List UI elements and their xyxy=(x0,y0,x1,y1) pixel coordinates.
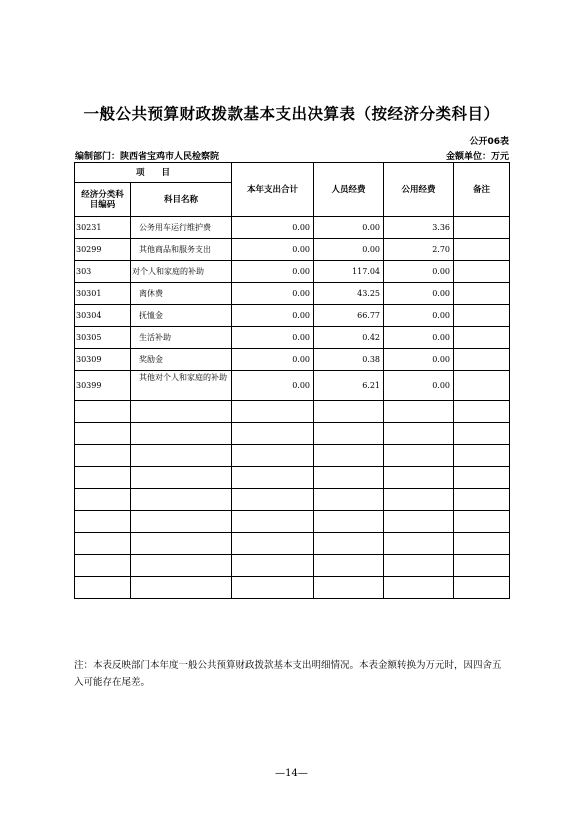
table-row xyxy=(75,217,510,239)
cell-public xyxy=(384,401,454,423)
department-label: 编制部门：陕西省宝鸡市人民检察院 xyxy=(75,152,220,162)
cell-personnel xyxy=(314,445,384,467)
cell-total: 0.00 xyxy=(232,349,314,371)
cell-remark xyxy=(454,349,510,371)
cell-total xyxy=(232,489,314,511)
cell-public: 3.36 xyxy=(384,217,454,239)
cell-total xyxy=(232,511,314,533)
table-row xyxy=(75,445,510,467)
cell-public xyxy=(384,423,454,445)
cell-personnel xyxy=(314,577,384,599)
cell-code xyxy=(75,489,131,511)
cell-code xyxy=(75,445,131,467)
header-total: 本年支出合计 xyxy=(232,163,314,217)
cell-personnel: 0.38 xyxy=(314,349,384,371)
cell-total xyxy=(232,423,314,445)
cell-name xyxy=(131,423,232,445)
cell-code xyxy=(75,511,131,533)
cell-remark xyxy=(454,467,510,489)
cell-total: 0.00 xyxy=(232,305,314,327)
form-number: 公开06表 xyxy=(469,137,509,147)
cell-code: 30301 xyxy=(75,283,131,305)
cell-public xyxy=(384,577,454,599)
cell-personnel xyxy=(314,511,384,533)
cell-remark xyxy=(454,239,510,261)
cell-name xyxy=(131,511,232,533)
cell-name: 其他对个人和家庭的补助 xyxy=(131,371,232,401)
cell-remark xyxy=(454,327,510,349)
cell-name xyxy=(131,467,232,489)
unit-label: 金额单位：万元 xyxy=(445,152,509,162)
cell-name xyxy=(131,401,232,423)
cell-name: 生活补助 xyxy=(131,327,232,349)
table-row xyxy=(75,533,510,555)
table-row xyxy=(75,423,510,445)
cell-public xyxy=(384,489,454,511)
cell-code xyxy=(75,577,131,599)
cell-code xyxy=(75,555,131,577)
cell-code: 30299 xyxy=(75,239,131,261)
cell-name xyxy=(131,555,232,577)
document-title: 一般公共预算财政拨款基本支出决算表（按经济分类科目） xyxy=(83,105,500,123)
cell-name: 抚恤金 xyxy=(131,305,232,327)
cell-remark xyxy=(454,511,510,533)
cell-code: 303 xyxy=(75,261,131,283)
cell-total xyxy=(232,577,314,599)
cell-code xyxy=(75,533,131,555)
cell-total: 0.00 xyxy=(232,371,314,401)
cell-total xyxy=(232,445,314,467)
footnote: 注：本表反映部门本年度一般公共预算财政拨款基本支出明细情况。本表金额转换为万元时，因四舍五入可能存在尾差。 xyxy=(74,660,502,688)
cell-remark xyxy=(454,217,510,239)
cell-public: 0.00 xyxy=(384,327,454,349)
cell-name: 离休费 xyxy=(131,283,232,305)
cell-remark xyxy=(454,577,510,599)
cell-public: 0.00 xyxy=(384,283,454,305)
header-code: 经济分类科目编码 xyxy=(75,183,131,217)
cell-total: 0.00 xyxy=(232,283,314,305)
cell-remark xyxy=(454,261,510,283)
table-row xyxy=(75,555,510,577)
table-row xyxy=(75,349,510,371)
cell-personnel: 6.21 xyxy=(314,371,384,401)
cell-name xyxy=(131,577,232,599)
cell-total: 0.00 xyxy=(232,217,314,239)
expenditure-table xyxy=(74,162,510,599)
cell-remark xyxy=(454,533,510,555)
cell-public: 0.00 xyxy=(384,305,454,327)
cell-public xyxy=(384,467,454,489)
cell-name: 公务用车运行维护费 xyxy=(131,217,232,239)
cell-name: 其他商品和服务支出 xyxy=(131,239,232,261)
cell-personnel xyxy=(314,467,384,489)
cell-personnel xyxy=(314,489,384,511)
cell-code: 30305 xyxy=(75,327,131,349)
cell-public xyxy=(384,445,454,467)
table-row xyxy=(75,305,510,327)
cell-public: 0.00 xyxy=(384,261,454,283)
cell-public xyxy=(384,511,454,533)
cell-remark xyxy=(454,401,510,423)
cell-remark xyxy=(454,371,510,401)
cell-public: 0.00 xyxy=(384,371,454,401)
cell-remark xyxy=(454,489,510,511)
table-row xyxy=(75,511,510,533)
cell-total: 0.00 xyxy=(232,327,314,349)
cell-code xyxy=(75,401,131,423)
page-number: —14— xyxy=(275,768,308,779)
cell-name: 奖励金 xyxy=(131,349,232,371)
cell-name: 对个人和家庭的补助 xyxy=(131,261,232,283)
cell-personnel: 0.42 xyxy=(314,327,384,349)
cell-total xyxy=(232,401,314,423)
table-row xyxy=(75,283,510,305)
cell-personnel xyxy=(314,533,384,555)
cell-public: 0.00 xyxy=(384,349,454,371)
table-row xyxy=(75,261,510,283)
cell-personnel xyxy=(314,423,384,445)
cell-code: 30304 xyxy=(75,305,131,327)
header-remark: 备注 xyxy=(454,163,510,217)
cell-personnel: 66.77 xyxy=(314,305,384,327)
cell-personnel: 0.00 xyxy=(314,239,384,261)
table-row xyxy=(75,327,510,349)
cell-name xyxy=(131,445,232,467)
table-row xyxy=(75,467,510,489)
cell-personnel: 43.25 xyxy=(314,283,384,305)
table-row xyxy=(75,489,510,511)
cell-remark xyxy=(454,423,510,445)
cell-remark xyxy=(454,445,510,467)
cell-remark xyxy=(454,305,510,327)
cell-code xyxy=(75,423,131,445)
cell-code: 30231 xyxy=(75,217,131,239)
cell-remark xyxy=(454,555,510,577)
cell-code: 30399 xyxy=(75,371,131,401)
cell-remark xyxy=(454,283,510,305)
cell-personnel xyxy=(314,401,384,423)
cell-code xyxy=(75,467,131,489)
cell-personnel: 0.00 xyxy=(314,217,384,239)
header-personnel: 人员经费 xyxy=(314,163,384,217)
table-row xyxy=(75,401,510,423)
cell-public: 2.70 xyxy=(384,239,454,261)
table-row xyxy=(75,577,510,599)
cell-total: 0.00 xyxy=(232,261,314,283)
header-name: 科目名称 xyxy=(131,183,232,217)
header-item: 项 目 xyxy=(75,163,232,183)
cell-personnel: 117.04 xyxy=(314,261,384,283)
cell-personnel xyxy=(314,555,384,577)
table-row xyxy=(75,371,510,401)
table-row xyxy=(75,239,510,261)
cell-total: 0.00 xyxy=(232,239,314,261)
cell-name xyxy=(131,489,232,511)
cell-total xyxy=(232,555,314,577)
cell-code: 30309 xyxy=(75,349,131,371)
cell-total xyxy=(232,467,314,489)
cell-public xyxy=(384,555,454,577)
header-public: 公用经费 xyxy=(384,163,454,217)
cell-public xyxy=(384,533,454,555)
cell-total xyxy=(232,533,314,555)
cell-name xyxy=(131,533,232,555)
